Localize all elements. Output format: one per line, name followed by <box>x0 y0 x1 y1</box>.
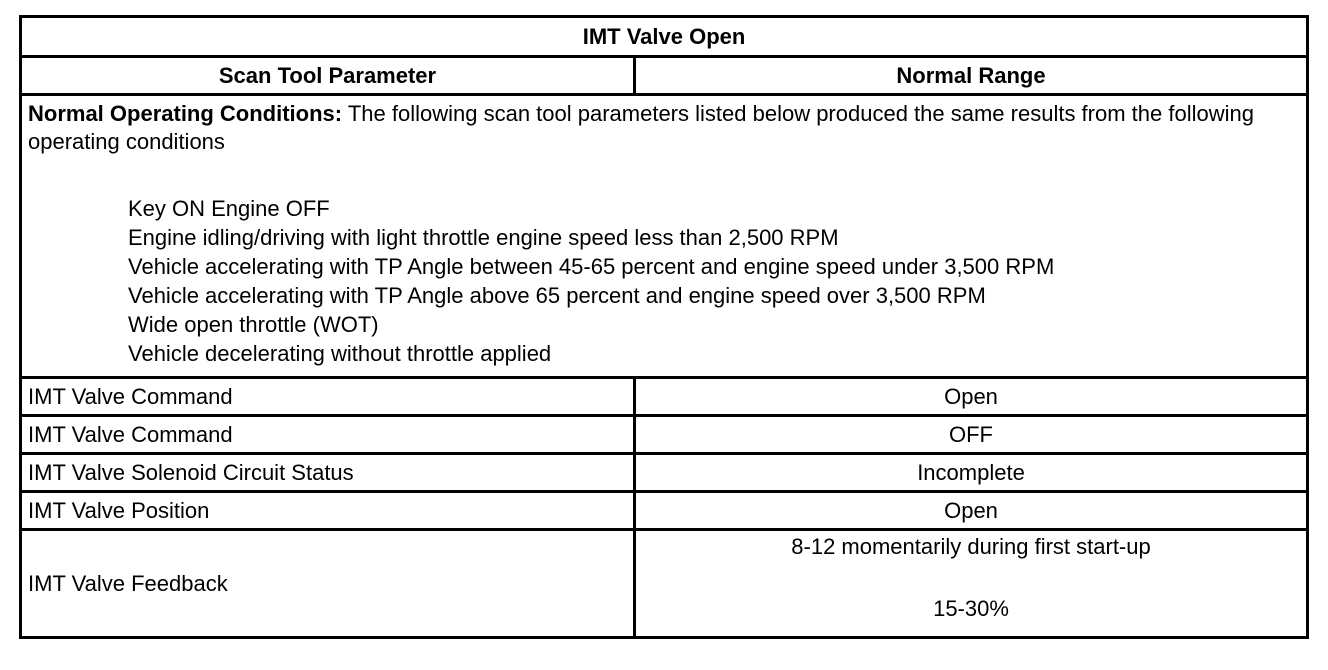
spec-table-container <box>19 15 1306 658</box>
condition-item: Vehicle decelerating without throttle applied <box>128 341 552 366</box>
feedback-range-line-2: 15-30% <box>933 596 1009 621</box>
conditions-text: The following scan tool parameters listed below produced the same results from the following operating conditions <box>28 101 1254 154</box>
table-title-row <box>21 17 1308 57</box>
conditions-row <box>21 95 1308 378</box>
conditions-cell <box>21 95 1308 378</box>
condition-item: Wide open throttle (WOT) <box>128 312 379 337</box>
header-scan-tool-parameter: Scan Tool Parameter <box>21 57 635 95</box>
table-row <box>21 378 1308 416</box>
parameter-range: OFF <box>635 416 1308 454</box>
conditions-label: Normal Operating Conditions: <box>28 101 343 126</box>
table-row <box>21 416 1308 454</box>
feedback-range-line-1: 8-12 momentarily during first start-up <box>791 534 1151 559</box>
parameter-name: IMT Valve Solenoid Circuit Status <box>21 454 635 492</box>
condition-item: Key ON Engine OFF <box>128 196 330 221</box>
parameter-range <box>635 530 1308 638</box>
conditions-intro <box>28 100 1300 156</box>
condition-item: Vehicle accelerating with TP Angle between 45-65 percent and engine speed under 3,500 RPM <box>128 254 1055 279</box>
parameter-range: Incomplete <box>635 454 1308 492</box>
parameter-range: Open <box>635 492 1308 530</box>
parameter-name: IMT Valve Position <box>21 492 635 530</box>
condition-item: Engine idling/driving with light throttle engine speed less than 2,500 RPM <box>128 225 839 250</box>
header-normal-range: Normal Range <box>635 57 1308 95</box>
parameter-range: Open <box>635 378 1308 416</box>
spec-table <box>19 15 1309 639</box>
table-row <box>21 454 1308 492</box>
conditions-list <box>28 194 1300 368</box>
parameter-name: IMT Valve Command <box>21 378 635 416</box>
parameter-name: IMT Valve Feedback <box>21 530 635 638</box>
table-header-row <box>21 57 1308 95</box>
table-title: IMT Valve Open <box>21 17 1308 57</box>
condition-item: Vehicle accelerating with TP Angle above 65 percent and engine speed over 3,500 RPM <box>128 283 986 308</box>
table-row <box>21 492 1308 530</box>
table-row <box>21 530 1308 638</box>
parameter-name: IMT Valve Command <box>21 416 635 454</box>
